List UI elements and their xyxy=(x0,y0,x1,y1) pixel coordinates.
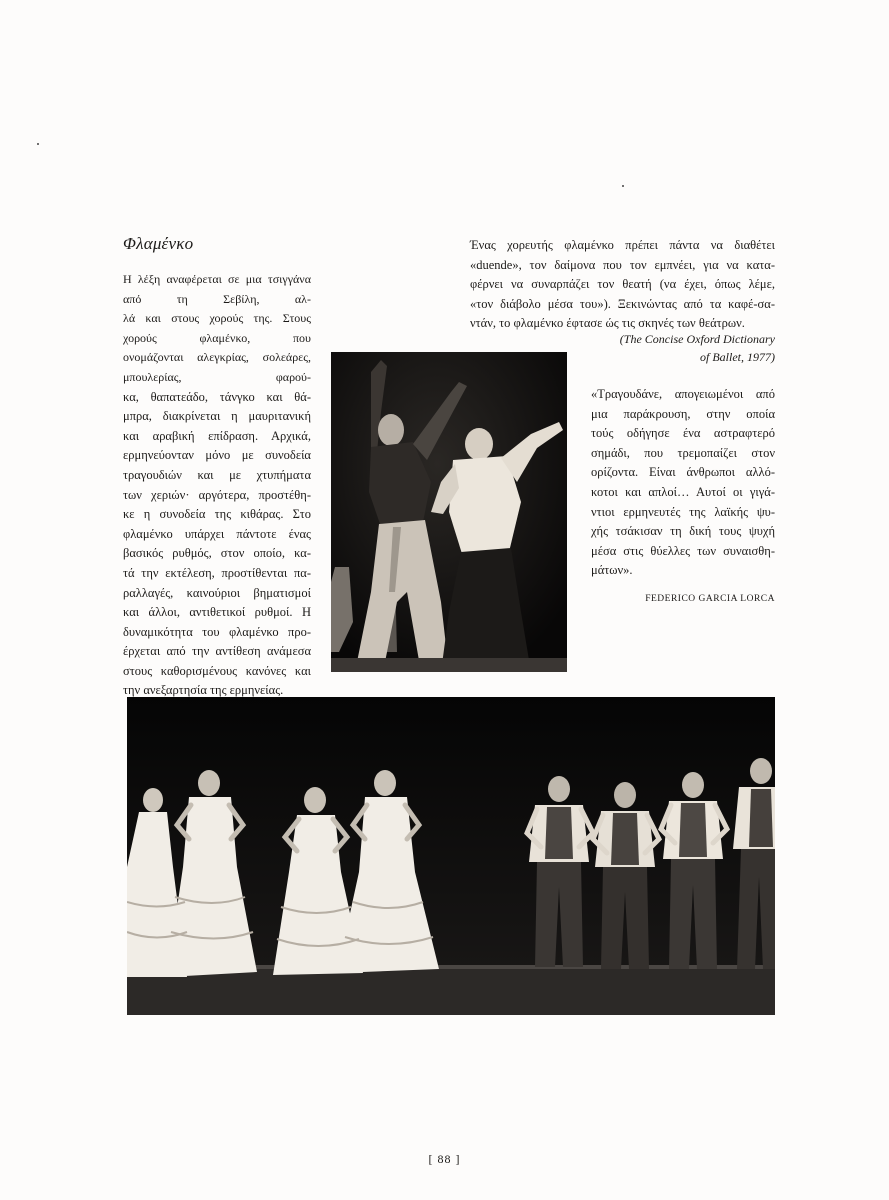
text-line: Ένας χορευτής φλαμένκο πρέπει πάντα να διαθέτει xyxy=(470,238,775,252)
text-line: ντάν, το φλαμένκο έφτασε ώς τις σκηνές των θεάτρων. xyxy=(470,316,745,331)
quote-author: FEDERICO GARCIA LORCA xyxy=(645,594,775,604)
quote-line: μια παράκρουση, στην οποία xyxy=(591,406,775,421)
citation xyxy=(560,330,775,366)
quote-line: μέσα στις θύελλες των συναισθη- xyxy=(591,543,775,558)
text-line: βασικός ρυθμός, στον οποίο, κα- xyxy=(123,546,311,561)
text-line: λά και στους χορούς της. Στους χορούς φλαμένκο, που xyxy=(123,311,311,345)
quote-line: κοτοι και απλοί… Αυτοί οι γιγά- xyxy=(591,484,775,499)
text-line: φλαμένκο υπάρχει πάντοτε ένας xyxy=(123,526,311,541)
photo-flamenco-ensemble xyxy=(127,697,775,1015)
text-line: ερμηνεύονταν μόνο με συνοδεία xyxy=(123,448,311,463)
lorca-quote xyxy=(591,385,775,581)
photo-flamenco-ensemble-graphic xyxy=(127,697,775,1015)
citation-line: of Ballet, 1977) xyxy=(700,350,775,364)
text-line: τραγουδιών και με χτυπήματα xyxy=(123,467,311,482)
text-line: «duende», τον δαίμονα που τον εμπνέει, για να κατα- xyxy=(470,257,775,272)
quote-line: ντιοι ερμηνευτές της λαϊκής ψυ- xyxy=(591,504,775,519)
quote-line: τούς οδήγησε ένα αστραφτερό xyxy=(591,426,775,441)
text-line: «τον διάβολο μέσα του»). Ξεκινώντας από τα καφέ-σα- xyxy=(470,296,775,311)
text-line: και άλλοι, αντιθετικοί ρυθμοί. Η xyxy=(123,605,311,620)
quote-line: «Τραγουδάνε, απογειωμένοι από xyxy=(591,387,775,401)
quote-line: ορίζοντα. Είναι άνθρωποι αλλό- xyxy=(591,465,775,480)
photo-flamenco-duo-graphic xyxy=(331,352,567,672)
left-column-text xyxy=(123,270,311,701)
text-line: τά την εκτέλεση, προστίθενται πα- xyxy=(123,565,311,580)
paper-speck xyxy=(37,143,39,145)
text-line: την ανεξαρτησία της ερμηνείας. xyxy=(123,683,284,698)
citation-line: (The Concise Oxford Dictionary xyxy=(619,332,775,346)
definition-paragraph xyxy=(470,236,775,334)
text-line: των χεριών· αργότερα, προστέθη- xyxy=(123,487,311,502)
section-heading: Φλαμένκο xyxy=(123,234,194,253)
text-line: κε η συνοδεία της κιθάρας. Στο xyxy=(123,507,311,522)
text-line: φέρνει να συναρπάζει τον θεατή (να έχει, όπως λέμε, xyxy=(470,277,775,292)
paper-speck xyxy=(622,185,624,187)
text-line: και αραβική επίδραση. Αρχικά, xyxy=(123,428,311,443)
quote-line: μάτων». xyxy=(591,563,633,578)
quote-line: χής τσάκισαν τη δική τους ψυχή xyxy=(591,524,775,539)
text-line: μπρα, διακρίνεται η μαυριτανική xyxy=(123,409,311,424)
text-line: δυναμικότητα του φλαμένκο προ- xyxy=(123,624,311,639)
text-line: ονομάζονται αλεγκρίας, σολεάρες, μπουλερίας, φαρού- xyxy=(123,350,311,384)
text-line: έρχεται από την αντίθεση ανάμεσα xyxy=(123,644,311,659)
text-line: Η λέξη αναφέρεται σε μια τσιγγάνα από τη Σεβίλη, αλ- xyxy=(123,272,311,306)
photo-flamenco-duo xyxy=(331,352,567,672)
text-line: κα, θαπατεάδο, τάνγκο και θά- xyxy=(123,389,311,404)
quote-line: σημάδι, που τρεμοπαίζει στον xyxy=(591,445,775,460)
page-number: [ 88 ] xyxy=(428,1152,461,1166)
text-line: στους καθορισμένους κανόνες και xyxy=(123,663,311,678)
text-line: ραλλαγές, καινούριοι βηματισμοί xyxy=(123,585,311,600)
